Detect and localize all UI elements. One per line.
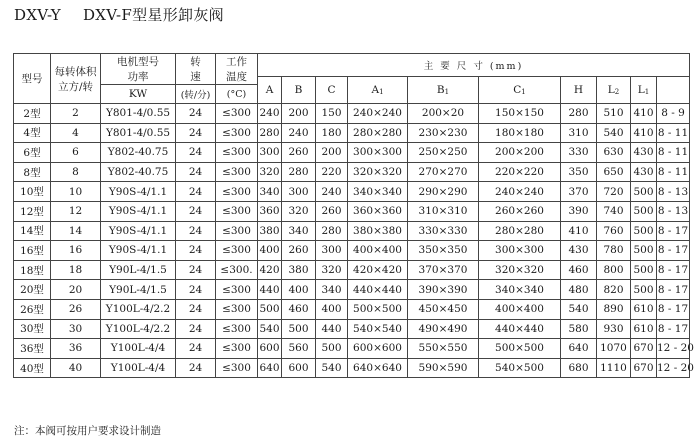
cell-c: 200 — [316, 143, 348, 163]
table-row — [14, 104, 690, 124]
cell-volume: 4 — [51, 123, 101, 143]
cell-b: 340 — [282, 221, 316, 241]
cell-c1: 500×500 — [479, 339, 561, 359]
header-dim-a1-sub: 1 — [379, 88, 384, 96]
cell-temp: ≤300 — [216, 339, 258, 359]
cell-h: 680 — [561, 358, 597, 378]
cell-volume: 8 — [51, 162, 101, 182]
cell-motor: Y801-4/0.55 — [101, 104, 176, 124]
cell-temp: ≤300 — [216, 104, 258, 124]
header-dim-b1-letter: B — [436, 84, 445, 96]
header-model: 型号 — [14, 54, 51, 104]
cell-l1: 610 — [631, 299, 657, 319]
cell-a: 380 — [258, 221, 282, 241]
cell-volume: 10 — [51, 182, 101, 202]
cell-model: 40型 — [14, 358, 51, 378]
cell-range: 8 - 11 — [657, 143, 690, 163]
cell-l2: 650 — [597, 162, 631, 182]
cell-motor: Y100L-4/4 — [101, 339, 176, 359]
cell-l1: 500 — [631, 260, 657, 280]
cell-volume: 14 — [51, 221, 101, 241]
cell-b1: 310×310 — [408, 201, 479, 221]
cell-model: 12型 — [14, 201, 51, 221]
header-temp-unit: (°C) — [216, 85, 258, 104]
cell-h: 540 — [561, 299, 597, 319]
header-dim-l2 — [597, 77, 631, 104]
header-dim-h: H — [561, 77, 597, 104]
table-row — [14, 260, 690, 280]
cell-a: 500 — [258, 299, 282, 319]
cell-speed: 24 — [176, 143, 216, 163]
cell-a: 300 — [258, 143, 282, 163]
header-speed-unit: (转/分) — [176, 85, 216, 104]
cell-range: 8 - 17 — [657, 260, 690, 280]
cell-b1: 390×390 — [408, 280, 479, 300]
cell-speed: 24 — [176, 260, 216, 280]
table-row — [14, 201, 690, 221]
cell-motor: Y90S-4/1.1 — [101, 201, 176, 221]
cell-c1: 440×440 — [479, 319, 561, 339]
cell-l2: 760 — [597, 221, 631, 241]
header-temp-line2: 温度 — [226, 71, 247, 83]
cell-model: 26型 — [14, 299, 51, 319]
cell-speed: 24 — [176, 299, 216, 319]
cell-c: 540 — [316, 358, 348, 378]
cell-b: 260 — [282, 143, 316, 163]
cell-model: 30型 — [14, 319, 51, 339]
cell-c: 400 — [316, 299, 348, 319]
header-dim-b1 — [408, 77, 479, 104]
cell-speed: 24 — [176, 358, 216, 378]
cell-l1: 500 — [631, 280, 657, 300]
table-row — [14, 143, 690, 163]
cell-c: 340 — [316, 280, 348, 300]
cell-b: 300 — [282, 182, 316, 202]
header-dim-a1 — [348, 77, 408, 104]
cell-temp: ≤300 — [216, 201, 258, 221]
cell-motor: Y802-40.75 — [101, 162, 176, 182]
cell-a1: 240×240 — [348, 104, 408, 124]
header-motor-line2: 功率 — [127, 71, 149, 83]
cell-l2: 780 — [597, 241, 631, 261]
cell-volume: 18 — [51, 260, 101, 280]
table-row — [14, 280, 690, 300]
cell-motor: Y100L-4/2.2 — [101, 319, 176, 339]
header-volume-line1: 每转体积 — [54, 65, 97, 78]
cell-model: 36型 — [14, 339, 51, 359]
cell-temp: ≤300 — [216, 280, 258, 300]
table-row — [14, 221, 690, 241]
cell-l1: 410 — [631, 123, 657, 143]
cell-h: 370 — [561, 182, 597, 202]
cell-range: 12 - 20 — [657, 358, 690, 378]
cell-b1: 250×250 — [408, 143, 479, 163]
cell-c1: 150×150 — [479, 104, 561, 124]
table-row — [14, 162, 690, 182]
cell-volume: 36 — [51, 339, 101, 359]
cell-h: 310 — [561, 123, 597, 143]
cell-motor: Y802-40.75 — [101, 143, 176, 163]
header-dim-a1-letter: A — [371, 84, 380, 96]
cell-range: 8 - 17 — [657, 280, 690, 300]
cell-motor: Y100L-4/4 — [101, 358, 176, 378]
cell-range: 8 - 17 — [657, 299, 690, 319]
cell-range: 8 - 13 — [657, 182, 690, 202]
cell-c1: 320×320 — [479, 260, 561, 280]
cell-speed: 24 — [176, 201, 216, 221]
cell-temp: ≤300 — [216, 299, 258, 319]
cell-motor: Y100L-4/2.2 — [101, 299, 176, 319]
cell-a1: 600×600 — [348, 339, 408, 359]
table-row — [14, 182, 690, 202]
header-dim-c: C — [316, 77, 348, 104]
cell-range: 8 - 11 — [657, 162, 690, 182]
cell-temp: ≤300 — [216, 241, 258, 261]
cell-speed: 24 — [176, 162, 216, 182]
header-dim-l1-letter: L — [637, 84, 645, 96]
cell-a: 320 — [258, 162, 282, 182]
cell-c1: 220×220 — [479, 162, 561, 182]
cell-h: 580 — [561, 319, 597, 339]
header-speed-line1: 转 — [190, 56, 201, 68]
cell-c1: 260×260 — [479, 201, 561, 221]
cell-a1: 360×360 — [348, 201, 408, 221]
cell-h: 460 — [561, 260, 597, 280]
title-part2: DXV-F型星形卸灰阀 — [82, 6, 224, 24]
cell-c: 320 — [316, 260, 348, 280]
cell-l1: 500 — [631, 221, 657, 241]
cell-h: 640 — [561, 339, 597, 359]
cell-range: 8 - 17 — [657, 241, 690, 261]
cell-a1: 440×440 — [348, 280, 408, 300]
cell-a: 540 — [258, 319, 282, 339]
cell-c: 150 — [316, 104, 348, 124]
header-dim-l1 — [631, 77, 657, 104]
cell-h: 390 — [561, 201, 597, 221]
cell-l1: 500 — [631, 182, 657, 202]
header-speed — [176, 54, 216, 85]
cell-a: 240 — [258, 104, 282, 124]
cell-h: 430 — [561, 241, 597, 261]
cell-range: 8 - 17 — [657, 319, 690, 339]
footnote: 注：本阀可按用户要求设计制造 — [14, 425, 161, 437]
cell-b: 380 — [282, 260, 316, 280]
header-temp-line1: 工作 — [226, 56, 247, 68]
cell-a: 360 — [258, 201, 282, 221]
table-row — [14, 339, 690, 359]
cell-motor: Y90S-4/1.1 — [101, 241, 176, 261]
table-body — [14, 104, 694, 378]
cell-b1: 330×330 — [408, 221, 479, 241]
cell-b1: 230×230 — [408, 123, 479, 143]
cell-b1: 290×290 — [408, 182, 479, 202]
cell-model: 2型 — [14, 104, 51, 124]
cell-l2: 890 — [597, 299, 631, 319]
cell-model: 16型 — [14, 241, 51, 261]
cell-l2: 720 — [597, 182, 631, 202]
header-dim-b: B — [282, 77, 316, 104]
cell-c: 300 — [316, 241, 348, 261]
cell-b: 260 — [282, 241, 316, 261]
cell-volume: 40 — [51, 358, 101, 378]
cell-temp: ≤300 — [216, 123, 258, 143]
cell-b: 240 — [282, 123, 316, 143]
cell-c1: 300×300 — [479, 241, 561, 261]
cell-b: 600 — [282, 358, 316, 378]
cell-b: 560 — [282, 339, 316, 359]
cell-b1: 370×370 — [408, 260, 479, 280]
header-speed-line2: 速 — [190, 71, 201, 83]
table-row — [14, 358, 690, 378]
cell-c1: 400×400 — [479, 299, 561, 319]
cell-l1: 430 — [631, 143, 657, 163]
cell-b: 200 — [282, 104, 316, 124]
cell-speed: 24 — [176, 241, 216, 261]
cell-a: 440 — [258, 280, 282, 300]
cell-model: 10型 — [14, 182, 51, 202]
cell-l2: 740 — [597, 201, 631, 221]
cell-l2: 820 — [597, 280, 631, 300]
cell-b: 280 — [282, 162, 316, 182]
header-dim-a: A — [258, 77, 282, 104]
cell-motor: Y90S-4/1.1 — [101, 221, 176, 241]
header-dim-l2-sub: 2 — [614, 88, 620, 96]
cell-b: 400 — [282, 280, 316, 300]
cell-b1: 200×20 — [408, 104, 479, 124]
cell-volume: 26 — [51, 299, 101, 319]
cell-b: 500 — [282, 319, 316, 339]
cell-a1: 540×540 — [348, 319, 408, 339]
cell-a1: 280×280 — [348, 123, 408, 143]
cell-a1: 340×340 — [348, 182, 408, 202]
cell-model: 4型 — [14, 123, 51, 143]
cell-temp: ≤300 — [216, 358, 258, 378]
cell-motor: Y90S-4/1.1 — [101, 182, 176, 202]
cell-range: 8 - 13 — [657, 201, 690, 221]
cell-speed: 24 — [176, 104, 216, 124]
cell-volume: 2 — [51, 104, 101, 124]
cell-a1: 320×320 — [348, 162, 408, 182]
cell-l1: 610 — [631, 319, 657, 339]
cell-c: 440 — [316, 319, 348, 339]
cell-temp: ≤300 — [216, 143, 258, 163]
header-main-dimensions: 主 要 尺 寸 (mm) — [258, 54, 690, 77]
cell-a1: 640×640 — [348, 358, 408, 378]
header-temp — [216, 54, 258, 85]
cell-l1: 430 — [631, 162, 657, 182]
header-dim-l2-letter: L — [607, 84, 615, 96]
cell-c: 220 — [316, 162, 348, 182]
header-dim-l1-sub: 1 — [644, 88, 650, 96]
cell-l2: 1110 — [597, 358, 631, 378]
cell-range: 12 - 20 — [657, 339, 690, 359]
cell-volume: 20 — [51, 280, 101, 300]
header-dim-c1 — [479, 77, 561, 104]
cell-speed: 24 — [176, 339, 216, 359]
cell-b1: 350×350 — [408, 241, 479, 261]
cell-c1: 180×180 — [479, 123, 561, 143]
header-motor — [101, 54, 176, 85]
cell-a: 420 — [258, 260, 282, 280]
cell-temp: ≤300 — [216, 221, 258, 241]
cell-range: 8 - 9 — [657, 104, 690, 124]
cell-a: 400 — [258, 241, 282, 261]
cell-c: 180 — [316, 123, 348, 143]
cell-a1: 420×420 — [348, 260, 408, 280]
document-title — [14, 4, 224, 25]
cell-b1: 590×590 — [408, 358, 479, 378]
cell-volume: 16 — [51, 241, 101, 261]
cell-l1: 670 — [631, 339, 657, 359]
cell-temp: ≤300. — [216, 260, 258, 280]
cell-c: 280 — [316, 221, 348, 241]
cell-c: 240 — [316, 182, 348, 202]
cell-c1: 200×200 — [479, 143, 561, 163]
header-dim-c1-sub: 1 — [521, 88, 526, 96]
header-motor-line1: 电机型号 — [117, 56, 159, 68]
cell-motor: Y801-4/0.55 — [101, 123, 176, 143]
cell-temp: ≤300 — [216, 182, 258, 202]
spec-table — [13, 53, 694, 378]
cell-a1: 400×400 — [348, 241, 408, 261]
cell-h: 280 — [561, 104, 597, 124]
cell-model: 20型 — [14, 280, 51, 300]
cell-volume: 30 — [51, 319, 101, 339]
cell-b: 320 — [282, 201, 316, 221]
cell-c1: 340×340 — [479, 280, 561, 300]
cell-speed: 24 — [176, 221, 216, 241]
cell-b: 460 — [282, 299, 316, 319]
cell-b1: 270×270 — [408, 162, 479, 182]
cell-model: 18型 — [14, 260, 51, 280]
cell-h: 330 — [561, 143, 597, 163]
cell-a: 640 — [258, 358, 282, 378]
cell-a: 600 — [258, 339, 282, 359]
table-row — [14, 123, 690, 143]
header-dim-c1-letter: C — [513, 84, 522, 96]
cell-speed: 24 — [176, 280, 216, 300]
cell-l1: 410 — [631, 104, 657, 124]
header-volume-line2: 立方/转 — [57, 80, 94, 93]
cell-l2: 510 — [597, 104, 631, 124]
cell-l2: 630 — [597, 143, 631, 163]
cell-l1: 500 — [631, 241, 657, 261]
cell-range: 8 - 17 — [657, 221, 690, 241]
cell-c1: 280×280 — [479, 221, 561, 241]
header-dim-extra — [657, 77, 690, 104]
table-row — [14, 299, 690, 319]
cell-b1: 490×490 — [408, 319, 479, 339]
cell-l2: 1070 — [597, 339, 631, 359]
cell-speed: 24 — [176, 319, 216, 339]
cell-model: 6型 — [14, 143, 51, 163]
cell-l2: 800 — [597, 260, 631, 280]
cell-motor: Y90L-4/1.5 — [101, 280, 176, 300]
cell-h: 480 — [561, 280, 597, 300]
cell-c: 260 — [316, 201, 348, 221]
cell-model: 8型 — [14, 162, 51, 182]
cell-range: 8 - 11 — [657, 123, 690, 143]
cell-motor: Y90L-4/1.5 — [101, 260, 176, 280]
table-row — [14, 319, 690, 339]
cell-volume: 6 — [51, 143, 101, 163]
table-row — [14, 241, 690, 261]
cell-l1: 500 — [631, 201, 657, 221]
cell-b1: 550×550 — [408, 339, 479, 359]
cell-c: 500 — [316, 339, 348, 359]
cell-l2: 930 — [597, 319, 631, 339]
cell-a1: 300×300 — [348, 143, 408, 163]
cell-a: 340 — [258, 182, 282, 202]
header-row — [14, 54, 690, 77]
cell-speed: 24 — [176, 182, 216, 202]
header-motor-unit: KW — [101, 85, 176, 104]
cell-model: 14型 — [14, 221, 51, 241]
header-volume — [51, 54, 101, 104]
cell-a: 280 — [258, 123, 282, 143]
cell-temp: ≤300 — [216, 319, 258, 339]
cell-c1: 240×240 — [479, 182, 561, 202]
cell-a1: 500×500 — [348, 299, 408, 319]
title-part1: DXV-Y — [14, 6, 61, 24]
cell-b1: 450×450 — [408, 299, 479, 319]
cell-h: 350 — [561, 162, 597, 182]
cell-a1: 380×380 — [348, 221, 408, 241]
cell-h: 410 — [561, 221, 597, 241]
cell-l1: 670 — [631, 358, 657, 378]
cell-l2: 540 — [597, 123, 631, 143]
cell-c1: 540×500 — [479, 358, 561, 378]
cell-temp: ≤300 — [216, 162, 258, 182]
header-dim-b1-sub: 1 — [444, 88, 450, 96]
cell-volume: 12 — [51, 201, 101, 221]
cell-speed: 24 — [176, 123, 216, 143]
